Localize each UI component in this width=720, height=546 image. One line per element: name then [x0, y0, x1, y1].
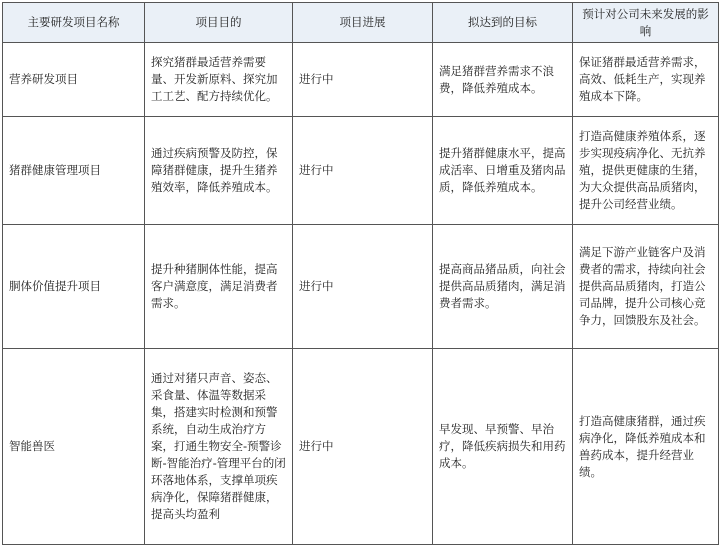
table-row: [3, 225, 719, 349]
impact-cell: 打造高健康猪群，通过疾病净化，降低养殖成本和兽药成本，提升经营业绩。: [573, 349, 719, 545]
progress-cell: 进行中: [293, 349, 433, 545]
purpose-cell: 提升种猪胴体性能，提高客户满意度，满足消费者需求。: [145, 225, 293, 349]
impact-cell: 打造高健康养殖体系，逐步实现疫病净化、无抗养殖，提供更健康的生猪，为大众提供高品质猪肉，提升公司经营业绩。: [573, 117, 719, 225]
header-impact: 预计对公司未来发展的影响: [573, 3, 719, 43]
rd-projects-table-container: [2, 2, 718, 544]
purpose-cell: 探究猪群最适营养需要量、开发新原料、探究加工工艺、配方持续优化。: [145, 43, 293, 117]
purpose-cell: 通过对猪只声音、姿态、采食量、体温等数据采集，搭建实时检测和预警系统，自动生成治疗方案，打通生物安全-预警诊断-智能治疗-管理平台的闭环落地体系，支撑单项疾病净化，保障猪群健康，提高头均盈利: [145, 349, 293, 545]
goal-cell: 早发现、早预警、早治疗，降低疾病损失和用药成本。: [433, 349, 573, 545]
header-project-name: 主要研发项目名称: [3, 3, 145, 43]
impact-cell: 满足下游产业链客户及消费者的需求，持续向社会提供高品质猪肉，打造公司品牌，提升公司核心竞争力，回馈股东及社会。: [573, 225, 719, 349]
goal-cell: 提升猪群健康水平，提高成活率、日增重及猪肉品质，降低养殖成本。: [433, 117, 573, 225]
table-row: [3, 349, 719, 545]
header-goal: 拟达到的目标: [433, 3, 573, 43]
table-row: [3, 117, 719, 225]
table-row: [3, 43, 719, 117]
progress-cell: 进行中: [293, 225, 433, 349]
project-name-cell: 胴体价值提升项目: [3, 225, 145, 349]
rd-projects-table: [2, 2, 719, 545]
progress-cell: 进行中: [293, 43, 433, 117]
project-name-cell: 营养研发项目: [3, 43, 145, 117]
table-header-row: [3, 3, 719, 43]
impact-cell: 保证猪群最适营养需求，高效、低耗生产，实现养殖成本下降。: [573, 43, 719, 117]
project-name-cell: 智能兽医: [3, 349, 145, 545]
goal-cell: 提高商品猪品质，向社会提供高品质猪肉，满足消费者需求。: [433, 225, 573, 349]
purpose-cell: 通过疾病预警及防控，保障猪群健康，提升生猪养殖效率，降低养殖成本。: [145, 117, 293, 225]
progress-cell: 进行中: [293, 117, 433, 225]
header-progress: 项目进展: [293, 3, 433, 43]
header-purpose: 项目目的: [145, 3, 293, 43]
project-name-cell: 猪群健康管理项目: [3, 117, 145, 225]
goal-cell: 满足猪群营养需求不浪费，降低养殖成本。: [433, 43, 573, 117]
